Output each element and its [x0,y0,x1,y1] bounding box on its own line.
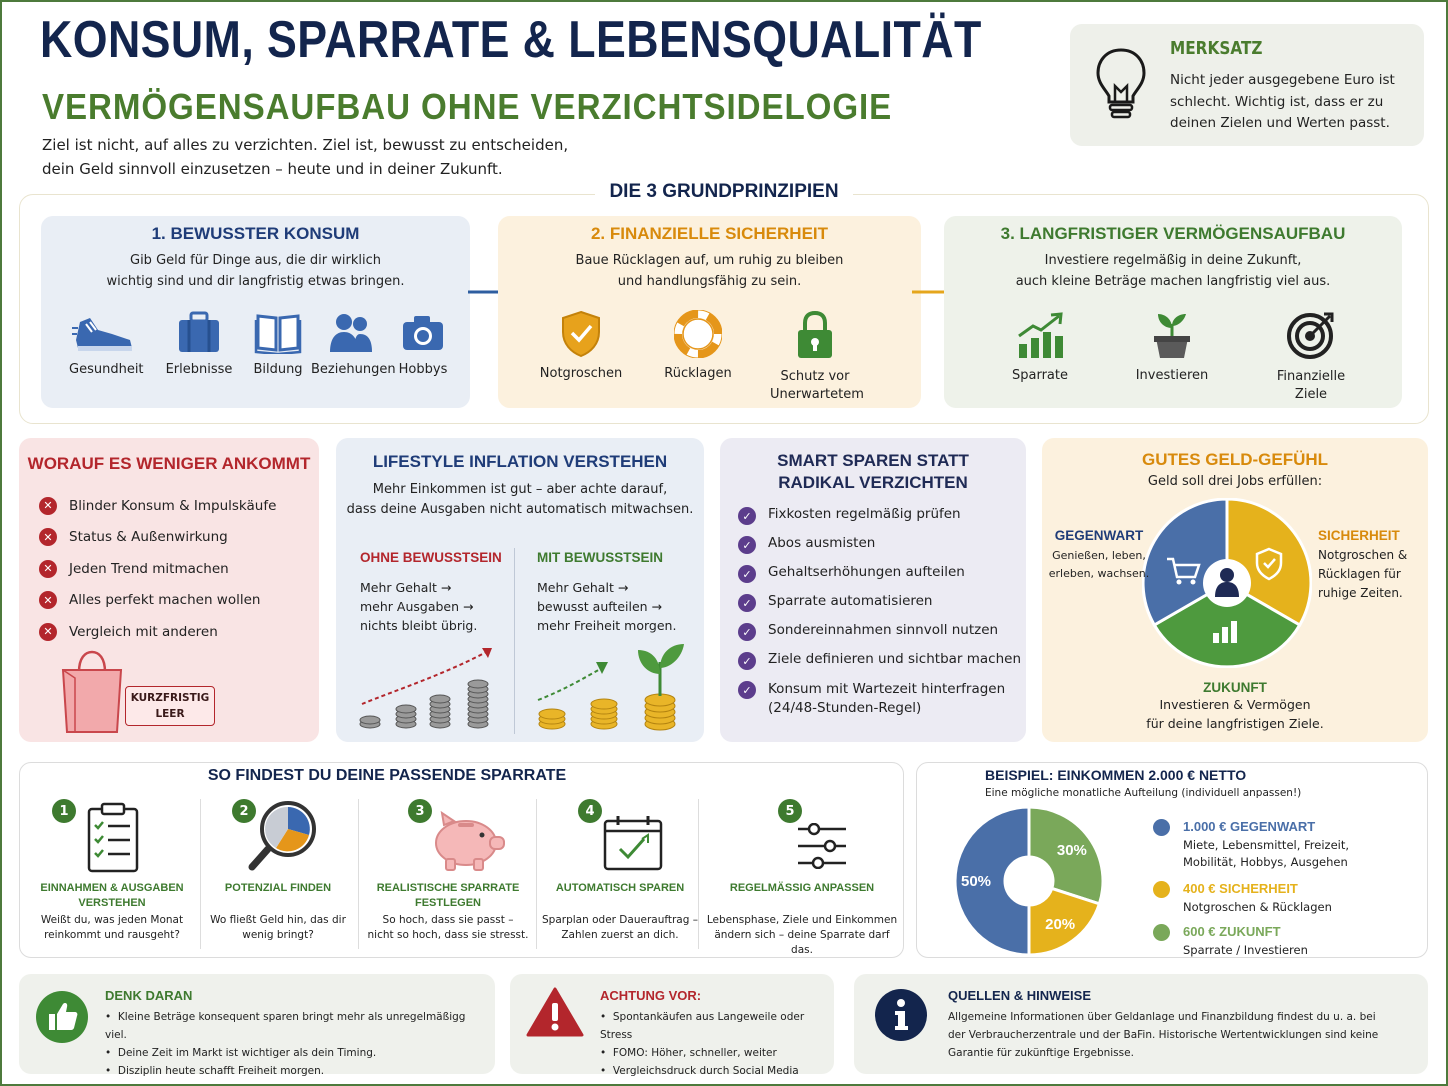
step-number: 5 [778,799,802,823]
legend-title: 600 € ZUKUNFT [1183,924,1281,939]
lifestyle-title: LIFESTYLE INFLATION VERSTEHEN [372,452,668,471]
list-item: ✕ Blinder Konsum & Impulskäufe [39,490,276,522]
quellen-text: Allgemeine Informationen über Geldanlage und Finanzbildung findest du u. a. bei der Verbraucherzentrale und der BaFin. Historische Wertentwicklungen sind keine Garantie für zukünftige Ergebnisse. [948,1011,1379,1059]
denk-daran-card [19,974,495,1077]
three-jobs-pie [1142,498,1312,668]
legend-dot [1153,819,1170,836]
lock-icon [795,310,835,360]
divider [358,799,359,949]
suitcase-icon [176,310,222,354]
check-icon: ✓ [738,681,756,699]
quellen-title: QUELLEN & HINWEISE [948,988,1092,1003]
smart-sparen-title: SMART SPAREN STATT RADIKAL VERZICHTEN [777,451,969,492]
step-number: 4 [578,799,602,823]
zukunft-label: ZUKUNFT Investieren & Vermögen für deine langfristigen Ziele. [1146,680,1324,731]
mit-text: Mehr Gehalt → bewusst aufteilen → mehr Freiheit morgen. [537,580,677,633]
check-icon: ✓ [738,594,756,612]
item-bildung: Bildung [243,310,313,377]
people-icon [326,310,376,354]
gegenwart-label: GEGENWART Genießen, leben, erleben, wachsen. [1048,528,1150,580]
lifestyle-card [336,438,704,742]
geld-gefuehl-card [1042,438,1428,742]
x-icon: ✕ [39,623,57,641]
beispiel-subtitle: Eine mögliche monatliche Aufteilung (individuell anpassen!) [985,787,1302,799]
divider [514,548,515,734]
sicherheit-label: SICHERHEIT Notgroschen & Rücklagen für ruhige Zeiten. [1318,528,1408,600]
item-investieren: Investieren [1130,310,1214,383]
legend-item [1153,922,1423,959]
sparrate-title: SO FINDEST DU DEINE PASSENDE SPARRATE [207,767,567,784]
principle-card-2 [498,216,921,408]
item-erlebnisse: Erlebnisse [161,310,237,377]
income-donut-chart [937,805,1121,957]
donut-legend [1153,817,1423,965]
step-5-title: REGELMÄSSIG ANPASSEN [729,882,875,894]
kurzfristig-leer-tag: KURZFRISTIG LEER [125,686,215,726]
list-item: • Vergleichsdruck durch Social Media [600,1065,799,1077]
shopping-bag-icon [57,650,127,734]
info-icon [874,988,928,1042]
plant-icon [1150,310,1194,360]
sliders-icon [796,823,848,869]
geld-gefuehl-subtitle: Geld soll drei Jobs erfüllen: [1147,474,1323,489]
achtung-title: ACHTUNG VOR: [600,988,702,1003]
list-item: • Spontankäufen aus Langeweile oder Stress [600,1011,805,1041]
denk-daran-list [105,1008,485,1080]
lightbulb-icon [1094,46,1148,120]
calendar-check-icon [602,813,664,871]
lifestyle-text: Mehr Einkommen ist gut – aber achte darauf, dass deine Ausgaben nicht automatisch mitwachsen. [346,482,694,517]
warning-icon [526,986,584,1038]
checklist-icon [86,801,140,873]
list-item: ✓ Fixkosten regelmäßig prüfen [738,506,1021,535]
check-icon: ✓ [738,623,756,641]
thumbs-up-icon [35,990,89,1044]
step-5-text: Lebensphase, Ziele und Einkommen ändern sich – deine Sparrate darf das. [706,914,898,956]
principle-1-title: 1. BEWUSSTER KONSUM [151,224,360,243]
item-beziehungen: Beziehungen [311,310,391,377]
magnifier-pie-icon [246,799,320,873]
merksatz-text: Nicht jeder ausgegebene Euro ist schlecht. Wichtig ist, dass er zu deinen Zielen und Werten passt. [1170,72,1395,131]
step-1-text: Weißt du, was jeden Monat reinkommt und rausgeht? [40,914,184,941]
legend-text: Sparrate / Investieren [1183,943,1308,957]
check-icon: ✓ [738,652,756,670]
divider [200,799,201,949]
list-item: ✕ Alles perfekt machen wollen [39,585,276,617]
list-item: ✕ Status & Außenwirkung [39,522,276,554]
target-icon [1286,310,1336,360]
legend-text: Mobilität, Hobbys, Ausgehen [1183,855,1348,869]
merksatz-box [1070,24,1424,146]
weniger-title: WORAUF ES WENIGER ANKOMMT [27,454,311,473]
list-item: • FOMO: Höher, schneller, weiter [600,1047,777,1059]
list-item: ✓ Sparrate automatisieren [738,593,1021,622]
list-item: ✓ Konsum mit Wartezeit hinterfragen (24/48-Stunden-Regel) [738,680,1021,720]
coin-stacks-grey-icon [356,642,498,734]
page-subtitle: VERMÖGENSAUFBAU OHNE VERZICHTSIDELOGIE [42,86,893,127]
step-4-title: AUTOMATISCH SPAREN [555,882,685,894]
x-icon: ✕ [39,560,57,578]
legend-dot [1153,881,1170,898]
weniger-card [19,438,319,742]
lifebuoy-icon [674,310,722,358]
x-icon: ✕ [39,497,57,515]
list-item: ✓ Abos ausmisten [738,535,1021,564]
donut-label-zukunft: 30% [1056,841,1087,859]
divider [536,799,537,949]
geld-gefuehl-title: GUTES GELD-GEFÜHL [1141,450,1329,469]
check-icon: ✓ [738,507,756,525]
merksatz-title: MERKSATZ [1170,38,1263,59]
sparrate-section [19,762,904,958]
x-icon: ✕ [39,591,57,609]
list-item: ✓ Gehaltserhöhungen aufteilen [738,564,1021,593]
sneaker-icon [72,310,136,354]
legend-dot [1153,924,1170,941]
item-sparrate: Sparrate [1000,310,1080,383]
page-title: KONSUM, SPARRATE & LEBENSQUALITÄT [40,11,982,69]
principle-card-3 [944,216,1402,408]
donut-label-sicherheit: 20% [1045,915,1076,933]
item-ruecklagen: Rücklagen [658,310,738,381]
list-item: • Deine Zeit im Markt ist wichtiger als dein Timing. [105,1047,377,1059]
beispiel-card [916,762,1428,958]
legend-text: Miete, Lebensmittel, Freizeit, [1183,838,1350,852]
step-1-title: EINNAHMEN & AUSGABEN VERSTEHEN [40,882,184,909]
step-2-title: POTENZIAL FINDEN [224,882,332,894]
achtung-card [510,974,834,1077]
principle-3-title: 3. LANGFRISTIGER VERMÖGENSAUFBAU [1000,224,1346,243]
principle-card-1 [41,216,470,408]
step-number: 2 [232,799,256,823]
list-item: ✕ Vergleich mit anderen [39,616,276,648]
ohne-text: Mehr Gehalt → mehr Ausgaben → nichts bleibt übrig. [360,580,478,633]
item-gesundheit: Gesundheit [69,310,139,377]
principle-1-text: Gib Geld für Dinge aus, die dir wirklich wichtig sind und dir langfristig etwas bringen. [106,253,405,289]
step-3-text: So hoch, dass sie passt – nicht so hoch, dass sie stresst. [367,914,529,941]
item-hobbys: Hobbys [393,310,453,377]
legend-title: 1.000 € GEGENWART [1183,819,1316,834]
legend-item [1153,879,1423,916]
legend-title: 400 € SICHERHEIT [1183,881,1298,896]
legend-item [1153,817,1423,871]
coin-stacks-gold-plant-icon [534,634,690,734]
item-schutz: Schutz vor Unerwartetem [760,310,870,404]
piggy-bank-icon [424,809,508,871]
item-ziele: Finanzielle Ziele [1266,310,1356,404]
achtung-list [600,1008,830,1080]
intro-text: Ziel ist nicht, auf alles zu verzichten. Ziel ist, bewusst zu entscheiden, dein Geld sinnvoll einzusetzen – heute und in deiner Zukunft. [42,136,569,178]
step-3-title: REALISTISCHE SPARRATE FESTLEGEN [376,882,520,909]
divider [698,799,699,949]
list-item: ✕ Jeden Trend mitmachen [39,553,276,585]
check-icon: ✓ [738,565,756,583]
x-icon: ✕ [39,528,57,546]
book-icon [254,310,302,354]
shield-check-icon [559,310,603,358]
quellen-card [854,974,1428,1074]
principle-2-text: Baue Rücklagen auf, um ruhig zu bleiben und handlungsfähig zu sein. [575,253,844,289]
list-item: • Disziplin heute schafft Freiheit morgen. [105,1065,325,1077]
check-icon: ✓ [738,536,756,554]
smart-list [738,506,1021,720]
mit-title: MIT BEWUSSTSEIN [537,550,664,565]
item-notgroschen: Notgroschen [536,310,626,381]
donut-label-gegenwart: 50% [960,873,992,890]
smart-sparen-card [720,438,1026,742]
beispiel-title: BEISPIEL: EINKOMMEN 2.000 € NETTO [985,767,1247,783]
principle-3-text: Investiere regelmäßig in deine Zukunft, auch kleine Beträge machen langfristig viel aus. [1015,253,1331,289]
step-2-text: Wo fließt Geld hin, das dir wenig bringt? [210,914,346,941]
step-number: 3 [408,799,432,823]
camera-icon [400,310,446,354]
weniger-list [39,490,276,648]
list-item: • Kleine Beträge konsequent sparen bringt mehr als unregelmäßigg viel. [105,1011,466,1041]
principle-2-title: 2. FINANZIELLE SICHERHEIT [590,224,829,243]
step-number: 1 [52,799,76,823]
legend-text: Notgroschen & Rücklagen [1183,900,1332,914]
principles-title: DIE 3 GRUNDPRINZIPIEN [0,181,1448,203]
list-item: ✓ Ziele definieren und sichtbar machen [738,651,1021,680]
ohne-title: OHNE BEWUSSTSEIN [360,550,502,565]
denk-daran-title: DENK DARAN [105,988,193,1003]
step-4-text: Sparplan oder Dauerauftrag – Zahlen zuerst an dich. [542,914,698,941]
growth-chart-icon [1015,310,1065,360]
list-item: ✓ Sondereinnahmen sinnvoll nutzen [738,622,1021,651]
